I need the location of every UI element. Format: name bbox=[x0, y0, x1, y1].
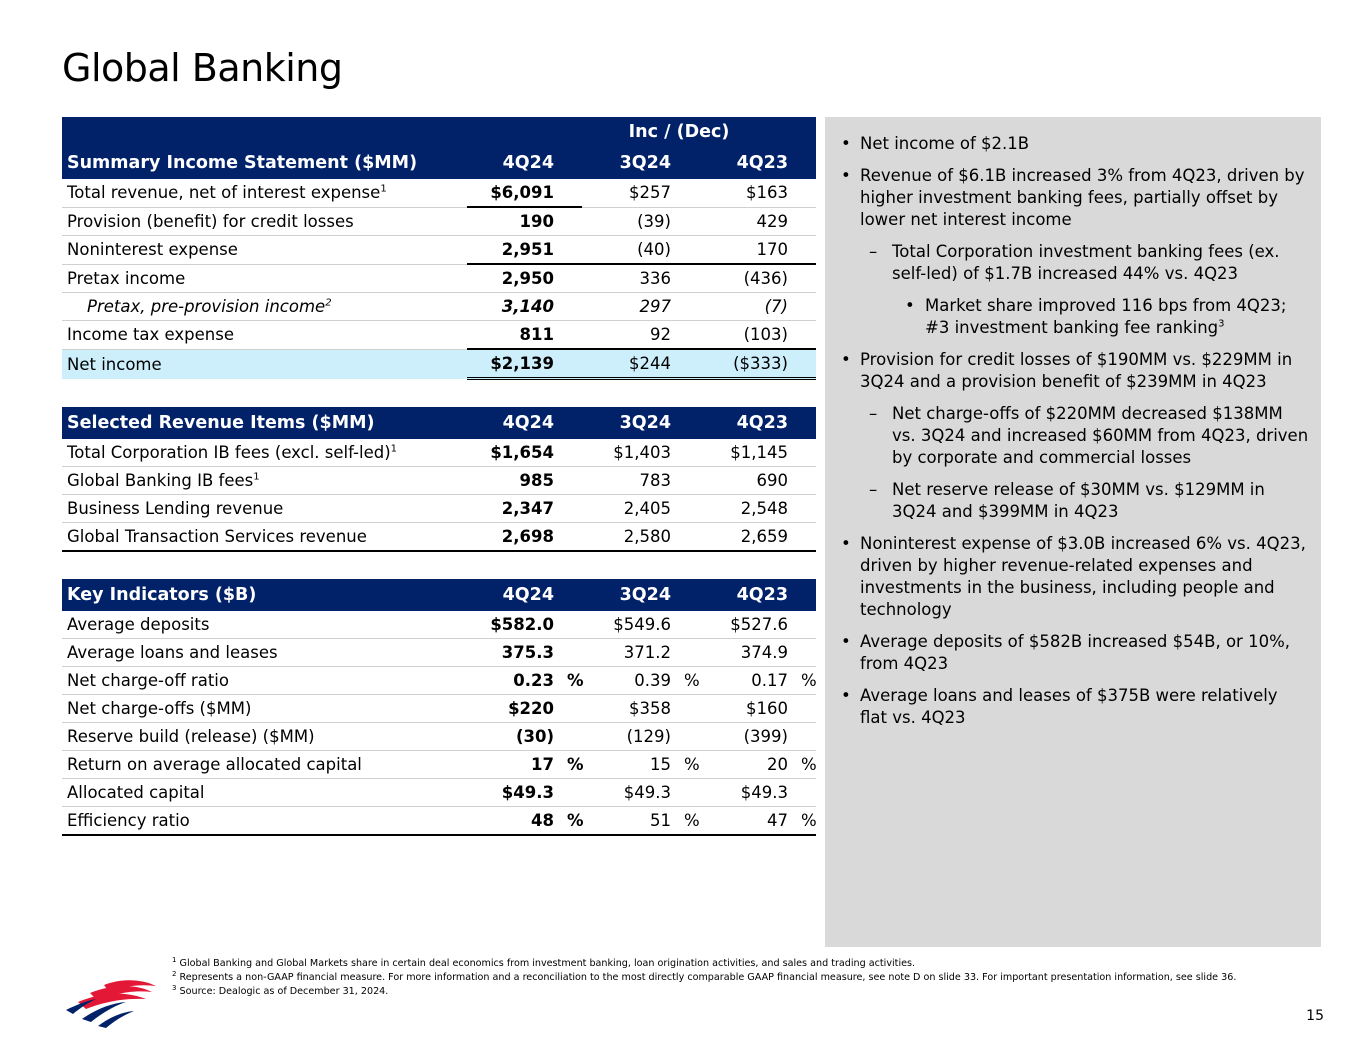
row-value-4q23: (399) bbox=[699, 723, 788, 751]
row-value-3q24: 2,405 bbox=[582, 495, 671, 523]
table-row bbox=[62, 751, 816, 779]
row-value-4q23: $1,145 bbox=[699, 439, 788, 467]
row-value-3q24: $549.6 bbox=[582, 611, 671, 639]
indicators-header-label: Key Indicators ($B) bbox=[62, 579, 467, 611]
row-unit-4q24: % bbox=[554, 751, 582, 779]
table-row bbox=[62, 667, 816, 695]
row-unit-4q23: % bbox=[788, 751, 816, 779]
row-value-4q23: 429 bbox=[699, 207, 788, 236]
row-label: Pretax, pre-provision income$^2$ bbox=[62, 293, 467, 321]
row-unit-4q24 bbox=[554, 695, 582, 723]
summary-header-c3: 4Q23 bbox=[699, 147, 788, 179]
row-label: Total revenue, net of interest expense$^1$ bbox=[62, 179, 467, 207]
commentary-bullet: – Net reserve release of $30MM vs. $129MM in 3Q24 and $399MM in 4Q23 bbox=[839, 479, 1309, 523]
row-unit-4q23 bbox=[788, 723, 816, 751]
table-row bbox=[62, 523, 816, 552]
row-value-4q23: $160 bbox=[699, 695, 788, 723]
row-unit-3q24: % bbox=[671, 667, 699, 695]
row-unit-4q24 bbox=[554, 611, 582, 639]
footnotes bbox=[172, 957, 1312, 999]
row-unit-4q23: % bbox=[788, 807, 816, 836]
row-label: Allocated capital bbox=[62, 779, 467, 807]
row-value-4q23: $527.6 bbox=[699, 611, 788, 639]
row-value-4q23: 0.17 bbox=[699, 667, 788, 695]
table-row bbox=[62, 293, 816, 321]
row-unit-3q24: % bbox=[671, 751, 699, 779]
table-row bbox=[62, 639, 816, 667]
net-income-row bbox=[62, 349, 816, 379]
row-value-4q24: $220 bbox=[467, 695, 554, 723]
row-value-4q23: 374.9 bbox=[699, 639, 788, 667]
row-value-3q24: 0.39 bbox=[582, 667, 671, 695]
row-label: Average loans and leases bbox=[62, 639, 467, 667]
commentary-bullet: • Provision for credit losses of $190MM vs. $229MM in 3Q24 and a provision benefit of $239MM in 4Q23 bbox=[839, 349, 1309, 393]
commentary-panel bbox=[825, 117, 1321, 947]
page-title: Global Banking bbox=[62, 46, 343, 90]
row-value-4q24: 2,698 bbox=[467, 523, 554, 552]
table-row bbox=[62, 264, 816, 293]
row-value-4q23: 47 bbox=[699, 807, 788, 836]
page-number: 15 bbox=[1306, 1008, 1324, 1024]
table-row bbox=[62, 321, 816, 350]
revenue-header-label: Selected Revenue Items ($MM) bbox=[62, 407, 467, 439]
row-label: Income tax expense bbox=[62, 321, 467, 350]
row-value-3q24: 2,580 bbox=[582, 523, 671, 552]
row-value-4q24: 2,347 bbox=[467, 495, 554, 523]
table-row bbox=[62, 807, 816, 836]
row-unit-4q23 bbox=[788, 611, 816, 639]
row-unit-4q23 bbox=[788, 779, 816, 807]
revenue-header-c2: 3Q24 bbox=[582, 407, 671, 439]
row-value-4q24: $49.3 bbox=[467, 779, 554, 807]
row-label: Net charge-off ratio bbox=[62, 667, 467, 695]
commentary-bullet: – Total Corporation investment banking fees (ex. self-led) of $1.7B increased 44% vs. 4Q23 bbox=[839, 241, 1309, 285]
row-value-4q24: 3,140 bbox=[467, 293, 554, 321]
row-unit-3q24 bbox=[671, 639, 699, 667]
row-value-4q24: $1,654 bbox=[467, 439, 554, 467]
row-value-4q24: 2,951 bbox=[467, 236, 554, 265]
commentary-list bbox=[839, 133, 1309, 739]
row-value-3q24: $49.3 bbox=[582, 779, 671, 807]
table-row bbox=[62, 611, 816, 639]
row-value-3q24: (40) bbox=[582, 236, 671, 265]
row-value-4q23: $49.3 bbox=[699, 779, 788, 807]
row-unit-4q23: % bbox=[788, 667, 816, 695]
row-value-3q24: 51 bbox=[582, 807, 671, 836]
row-value-4q24: $2,139 bbox=[467, 349, 554, 379]
row-value-3q24: 336 bbox=[582, 264, 671, 293]
table-row bbox=[62, 207, 816, 236]
row-value-3q24: $1,403 bbox=[582, 439, 671, 467]
row-unit-3q24 bbox=[671, 723, 699, 751]
row-label: Net income bbox=[62, 349, 467, 379]
row-value-4q23: 690 bbox=[699, 467, 788, 495]
row-unit-3q24 bbox=[671, 611, 699, 639]
table-row bbox=[62, 695, 816, 723]
row-unit-4q23 bbox=[788, 639, 816, 667]
table-row bbox=[62, 723, 816, 751]
row-value-4q23: $163 bbox=[699, 179, 788, 207]
row-value-4q24: 985 bbox=[467, 467, 554, 495]
footnote: $^2$ Represents a non-GAAP financial measure. For more information and a reconciliation to the most directly comparable GAAP financial measure, see note D on slide 33. For important presentation information, see slide 36. bbox=[172, 969, 1237, 983]
row-unit-4q24 bbox=[554, 639, 582, 667]
row-value-4q23: (103) bbox=[699, 321, 788, 350]
row-label: Noninterest expense bbox=[62, 236, 467, 265]
commentary-bullet: • Average deposits of $582B increased $54B, or 10%, from 4Q23 bbox=[839, 631, 1309, 675]
row-value-4q23: ($333) bbox=[699, 349, 788, 379]
table-row bbox=[62, 179, 816, 207]
inc-dec-label: Inc / (Dec) bbox=[582, 117, 816, 147]
row-value-3q24: 92 bbox=[582, 321, 671, 350]
row-value-4q24: $582.0 bbox=[467, 611, 554, 639]
footnote: $^1$ Global Banking and Global Markets share in certain deal economics from investment banking, loan origination activities, and sales and trading activities. bbox=[172, 955, 916, 969]
revenue-header-c1: 4Q24 bbox=[467, 407, 554, 439]
commentary-bullet: • Net income of $2.1B bbox=[839, 133, 1309, 155]
row-value-3q24: 783 bbox=[582, 467, 671, 495]
row-unit-4q23 bbox=[788, 695, 816, 723]
summary-income-table bbox=[62, 117, 816, 380]
row-value-3q24: 371.2 bbox=[582, 639, 671, 667]
row-value-4q23: (7) bbox=[699, 293, 788, 321]
summary-header-c2: 3Q24 bbox=[582, 147, 671, 179]
row-value-4q24: 0.23 bbox=[467, 667, 554, 695]
row-value-4q23: (436) bbox=[699, 264, 788, 293]
table-row bbox=[62, 495, 816, 523]
table-row bbox=[62, 779, 816, 807]
row-value-4q23: 2,659 bbox=[699, 523, 788, 552]
row-unit-4q24: % bbox=[554, 807, 582, 836]
row-label: Total Corporation IB fees (excl. self-led)$^1$ bbox=[62, 439, 467, 467]
revenue-header-row bbox=[62, 407, 816, 439]
row-value-4q24: 48 bbox=[467, 807, 554, 836]
commentary-bullet: • Market share improved 116 bps from 4Q23; #3 investment banking fee ranking$^3$ bbox=[839, 295, 1309, 339]
commentary-bullet: – Net charge-offs of $220MM decreased $138MM vs. 3Q24 and increased $60MM from 4Q23, driven by corporate and commercial losses bbox=[839, 403, 1309, 469]
row-value-4q24: 17 bbox=[467, 751, 554, 779]
commentary-bullet: • Noninterest expense of $3.0B increased 6% vs. 4Q23, driven by higher revenue-related expenses and investments in the business, including people and technology bbox=[839, 533, 1309, 621]
row-unit-3q24: % bbox=[671, 807, 699, 836]
revenue-header-c3: 4Q23 bbox=[699, 407, 788, 439]
row-value-4q24: 811 bbox=[467, 321, 554, 350]
row-value-4q24: 190 bbox=[467, 207, 554, 236]
row-label: Efficiency ratio bbox=[62, 807, 467, 836]
summary-header-c1: 4Q24 bbox=[467, 147, 554, 179]
summary-header-label: Summary Income Statement ($MM) bbox=[62, 147, 467, 179]
row-label: Reserve build (release) ($MM) bbox=[62, 723, 467, 751]
row-value-3q24: $257 bbox=[582, 179, 671, 207]
table-row bbox=[62, 236, 816, 265]
row-unit-3q24 bbox=[671, 695, 699, 723]
inc-dec-header-row bbox=[62, 117, 816, 147]
row-value-3q24: $244 bbox=[582, 349, 671, 379]
indicators-header-c2: 3Q24 bbox=[582, 579, 671, 611]
row-unit-4q24: % bbox=[554, 667, 582, 695]
row-unit-4q24 bbox=[554, 723, 582, 751]
row-value-4q24: 375.3 bbox=[467, 639, 554, 667]
indicators-header-c3: 4Q23 bbox=[699, 579, 788, 611]
key-indicators-table bbox=[62, 579, 816, 836]
row-value-4q24: $6,091 bbox=[467, 179, 554, 207]
indicators-header-row bbox=[62, 579, 816, 611]
commentary-bullet: • Average loans and leases of $375B were relatively flat vs. 4Q23 bbox=[839, 685, 1309, 729]
row-label: Global Transaction Services revenue bbox=[62, 523, 467, 552]
bank-flag-logo-icon bbox=[64, 977, 160, 1029]
row-unit-3q24 bbox=[671, 779, 699, 807]
row-value-4q23: 2,548 bbox=[699, 495, 788, 523]
row-value-4q23: 20 bbox=[699, 751, 788, 779]
row-value-4q23: 170 bbox=[699, 236, 788, 265]
row-value-3q24: (39) bbox=[582, 207, 671, 236]
row-label: Provision (benefit) for credit losses bbox=[62, 207, 467, 236]
row-label: Global Banking IB fees$^1$ bbox=[62, 467, 467, 495]
row-unit-4q24 bbox=[554, 779, 582, 807]
table-row bbox=[62, 467, 816, 495]
row-value-3q24: (129) bbox=[582, 723, 671, 751]
row-label: Net charge-offs ($MM) bbox=[62, 695, 467, 723]
row-value-3q24: 297 bbox=[582, 293, 671, 321]
row-label: Business Lending revenue bbox=[62, 495, 467, 523]
indicators-header-c1: 4Q24 bbox=[467, 579, 554, 611]
table-row bbox=[62, 439, 816, 467]
footnote: $^3$ Source: Dealogic as of December 31, 2024. bbox=[172, 983, 389, 997]
row-value-4q24: 2,950 bbox=[467, 264, 554, 293]
row-value-3q24: 15 bbox=[582, 751, 671, 779]
selected-revenue-table bbox=[62, 407, 816, 552]
tables-area bbox=[62, 117, 816, 836]
row-label: Return on average allocated capital bbox=[62, 751, 467, 779]
commentary-bullet: • Revenue of $6.1B increased 3% from 4Q23, driven by higher investment banking fees, partially offset by lower net interest income bbox=[839, 165, 1309, 231]
row-label: Average deposits bbox=[62, 611, 467, 639]
summary-header-row bbox=[62, 147, 816, 179]
row-label: Pretax income bbox=[62, 264, 467, 293]
row-value-3q24: $358 bbox=[582, 695, 671, 723]
row-value-4q24: (30) bbox=[467, 723, 554, 751]
